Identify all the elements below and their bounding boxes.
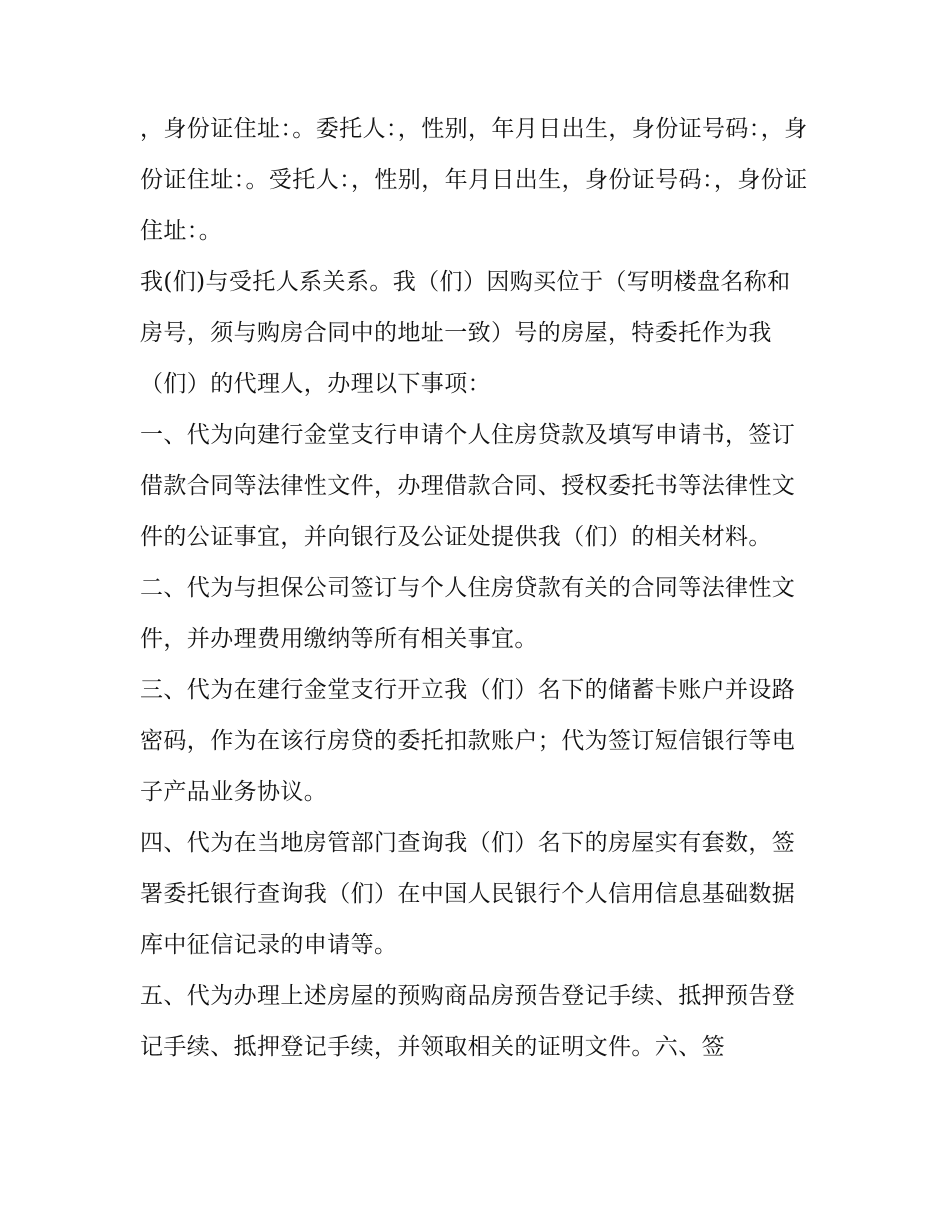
paragraph-item-2: 二、代为与担保公司签订与个人住房贷款有关的合同等法律性文件，并办理费用缴纳等所有相关事宜。: [140, 575, 796, 652]
paragraph-parties: ，身份证住址：。委托人：，性别，年月日出生，身份证号码：，身份证住址：。受托人：，性别，年月日出生，身份证号码：，身份证住址：。: [140, 116, 808, 244]
paragraph-item-1: 一、代为向建行金堂支行申请个人住房贷款及填写申请书，签订借款合同等法律性文件，办理借款合同、授权委托书等法律性文件的公证事宜，并向银行及公证处提供我（们）的相关材料。: [140, 422, 796, 550]
document-body: [140, 104, 812, 1073]
paragraph-relationship: 我(们)与受托人系关系。我（们）因购买位于（写明楼盘名称和房号，须与购房合同中的地址一致）号的房屋，特委托作为我（们）的代理人，办理以下事项：: [140, 269, 791, 397]
paragraph-item-3: 三、代为在建行金堂支行开立我（们）名下的储蓄卡账户并设路密码，作为在该行房贷的委托扣款账户；代为签订短信银行等电子产品业务协议。: [140, 677, 796, 805]
paragraph-item-5: 五、代为办理上述房屋的预购商品房预告登记手续、抵押预告登记手续、抵押登记手续，并领取相关的证明文件。六、签: [140, 983, 796, 1060]
paragraph-item-4: 四、代为在当地房管部门查询我（们）名下的房屋实有套数，签署委托银行查询我（们）在中国人民银行个人信用信息基础数据库中征信记录的申请等。: [140, 830, 796, 958]
